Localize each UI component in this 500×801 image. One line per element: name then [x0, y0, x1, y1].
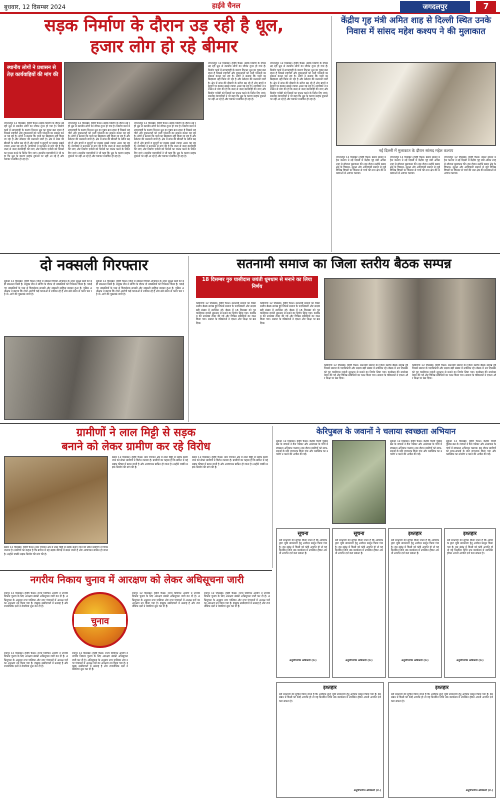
cm-story-body-col3: जगदलपुर 12 दिसम्बर। हाईवे चैनल। बस्तर सांसद महेश कश्यप ने नई दिल्ली में केंद्रीय गृह मंत्री अमित शाह से सौजन्य मुलाकात की। इस दौरान उन्होंने बस्तर क्षेत्र के विकास, सुरक्षा और आदिवासी समाज से जुड़े विभिन्न विषयों पर विस्तार से चर्चा की तथा क्षेत्र की समस्याओं से अवगत कराया। [444, 156, 496, 176]
notice-ad-4-title: इश्तहार [463, 531, 477, 537]
story2-body-col1: सुकमा 12 दिसम्बर। हाईवे चैनल। जिले में नक्सल विरोधी अभियान के तहत सुरक्षा बलों को बड़ी सफलता मिली है। संयुक्त टीम ने सर्चिंग के दौरान दो नक्सलियों को गिरफ्तार किया है। पकड़े गए नक्सलियों के पास से विस्फोटक सामग्री और नक्सली साहित्य बरामद हुआ है। पुलिस अधीक्षक ने बताया कि दोनों आरोपी कई घटनाओं में शामिल रहे हैं और लंबे समय से फरार चल रहे थे। आगे की पूछताछ जारी है। [4, 280, 92, 297]
cm-story-photo [336, 62, 496, 146]
notice-ad-3 [388, 528, 442, 678]
cm-story-body-col1: जगदलपुर 12 दिसम्बर। हाईवे चैनल। बस्तर सांसद महेश कश्यप ने नई दिल्ली में केंद्रीय गृह मंत्री अमित शाह से सौजन्य मुलाकात की। इस दौरान उन्होंने बस्तर क्षेत्र के विकास, सुरक्षा और आदिवासी समाज से जुड़े विभिन्न विषयों पर विस्तार से चर्चा की तथा क्षेत्र की समस्याओं से अवगत कराया। [336, 156, 386, 176]
story4-body-col3: बस्तर 12 दिसम्बर। हाईवे चैनल। ग्राम पंचायत क्षेत्र में लाल मिट्टी से सड़क बनाए जाने को लेकर ग्रामीणों ने विरोध जताया है। ग्रामीणों का कहना है कि बारिश में यह सड़क कीचड़ में बदल जाती है और आवागमन बाधित हो जाता है। उन्होंने पक्की सड़क निर्माण की मांग की है। [4, 546, 108, 556]
story6-body-col4: रायपुर 12 दिसम्बर। हाईवे चैनल। राज्य निर्वाचन आयोग ने नगरीय निकाय चुनाव के लिए आरक्षण संबंधी अधिसूचना जारी कर दी है। अधिसूचना के अनुसार नगर पालिका और नगर पंचायतों में अध्यक्ष पदों का आरक्षण तय किया गया है। इच्छुक उम्मीदवारों में उत्साह है और राजनीतिक दलों ने तैयारियां शुरू कर दी हैं। [204, 592, 270, 609]
story1-body-col1: जगदलपुर 12 दिसम्बर। हाईवे चैनल। सड़क निर्माण के दौरान उड़ रही धूल से स्थानीय लोगों का जीवन दूभर हो गया है। निर्माण कार्य में लापरवाही के कारण दिनभर धूल का गुबार बना रहता है जिससे राहगीरों और दुकानदारों को भारी परेशानी का सामना करना पड़ रहा है। लोगों ने बताया कि पानी का छिड़काव नहीं किया जा रहा है और ठेकेदार की मनमानी जारी है। क्षेत्र में सांस की बीमारी के मरीज बढ़ रहे हैं और बच्चों व बुजुर्गों पर इसका सबसे ज्यादा असर पड़ रहा है। नागरिकों ने प्रशासन से मांग की है कि जल्द से जल्द कार्यवाही की जाए और निर्माण एजेंसी को नियमों का पालन करने के निर्देश दिए जाएं। स्थानीय व्यापारियों ने भी कहा कि धूल के कारण ग्राहक दुकानों पर नहीं आ रहे हैं और व्यापार प्रभावित हो रहा है। [4, 122, 64, 162]
notice-ad-1-title: सूचना [297, 531, 309, 537]
notice-ad-2 [332, 528, 386, 678]
story6-body-col5: रायपुर 12 दिसम्बर। हाईवे चैनल। राज्य निर्वाचन आयोग ने नगरीय निकाय चुनाव के लिए आरक्षण संबंधी अधिसूचना जारी कर दी है। अधिसूचना के अनुसार नगर पालिका और नगर पंचायतों में अध्यक्ष पदों का आरक्षण तय किया गया है। इच्छुक उम्मीदवारों में उत्साह है और राजनीतिक दलों ने तैयारियां शुरू कर दी हैं। [72, 652, 128, 672]
story5-headline: केरिपुबल के जवानों ने चलाया स्वच्छता अभियान [316, 427, 456, 436]
story4-photo [4, 456, 108, 544]
story6-body-col2: रायपुर 12 दिसम्बर। हाईवे चैनल। राज्य निर्वाचन आयोग ने नगरीय निकाय चुनाव के लिए आरक्षण संबंधी अधिसूचना जारी कर दी है। अधिसूचना के अनुसार नगर पालिका और नगर पंचायतों में अध्यक्ष पदों का आरक्षण तय किया गया है। इच्छुक उम्मीदवारों में उत्साह है और राजनीतिक दलों ने तैयारियां शुरू कर दी हैं। [4, 652, 68, 669]
story2-photo [4, 336, 184, 420]
notice-ad-6 [388, 682, 496, 798]
page-number: 7 [476, 1, 496, 13]
story2-headline: दो नक्सली गिरफ्तार [39, 256, 149, 274]
story4-headline [4, 426, 268, 454]
notice-ad-6-title: इश्तहार [435, 685, 449, 691]
notice-ad-6-officer: अनुविभागीय अधिकारी (रा.) [465, 789, 493, 792]
story6-headline: नगरीय निकाय चुनाव में आरक्षण को लेकर अधिसूचना जारी [30, 575, 244, 586]
notice-ad-5-body: सर्व साधारण को सूचित किया जाता है कि आवेदक द्वारा भूमि नामांतरण हेतु आवेदन प्रस्तुत किया गया है। इस संबंध में किसी को कोई आपत्ति हो तो वह निर्धारित तिथि तक कार्यालय में उपस्थित होकर अपनी आपत्ति दर्ज करा सकता है। [279, 693, 381, 703]
story4-headline-line1: ग्रामीणों ने लाल मिट्टी से सड़क [76, 426, 196, 439]
story1-headline-line1: सड़क निर्माण के दौरान उड़ रही है धूल, [44, 16, 284, 36]
story5-body-col2: सुकमा 12 दिसम्बर। हाईवे चैनल। केंद्रीय रिजर्व पुलिस बल के जवानों ने कैंप परिसर और आसपास के गांवों में स्वच्छता अभियान चलाया। इस दौरान ग्रामीणों को साफ-सफाई के प्रति जागरूक किया गया और प्लास्टिक का उपयोग न करने की अपील की गई। [390, 440, 442, 457]
election-badge-text: चुनाव [74, 614, 126, 627]
story1-headline-line2: हजार लोग हो रहे बीमार [90, 37, 238, 57]
story3-body-col3: कोंडागांव 12 दिसम्बर। हाईवे चैनल। सतनामी समाज का जिला स्तरीय बैठक सम्पन्न हुई जिसमें समाज के पदाधिकारी और सदस्य बड़ी संख्या में उपस्थित रहे। बैठक में 18 दिसम्बर को गुरु घासीदास जयंती धूमधाम से मनाने का निर्णय लिया गया। कार्यक्रम की रूपरेखा तैयार की गई और विभिन्न समितियों का गठन किया गया। समाज के वरिष्ठजनों ने एकता और शिक्षा पर बल दिया। [324, 364, 408, 381]
story1-sidebar-title: स्थानीय लोगों ने प्रशासन से तेज़ कार्यवाहियों की मांग की [7, 65, 59, 78]
story1-body-col4: जगदलपुर 12 दिसम्बर। हाईवे चैनल। सड़क निर्माण के दौरान उड़ रही धूल से स्थानीय लोगों का जीवन दूभर हो गया है। निर्माण कार्य में लापरवाही के कारण दिनभर धूल का गुबार बना रहता है जिससे राहगीरों और दुकानदारों को भारी परेशानी का सामना करना पड़ रहा है। लोगों ने बताया कि पानी का छिड़काव नहीं किया जा रहा है और ठेकेदार की मनमानी जारी है। क्षेत्र में सांस की बीमारी के मरीज बढ़ रहे हैं और बच्चों व बुजुर्गों पर इसका सबसे ज्यादा असर पड़ रहा है। नागरिकों ने प्रशासन से मांग की है कि जल्द से जल्द कार्यवाही की जाए और निर्माण एजेंसी को नियमों का पालन करने के निर्देश दिए जाएं। स्थानीय व्यापारियों ने भी कहा कि धूल के कारण ग्राहक दुकानों पर नहीं आ रहे हैं और व्यापार प्रभावित हो रहा है। [208, 62, 266, 102]
story2-body-col2: सुकमा 12 दिसम्बर। हाईवे चैनल। जिले में नक्सल विरोधी अभियान के तहत सुरक्षा बलों को बड़ी सफलता मिली है। संयुक्त टीम ने सर्चिंग के दौरान दो नक्सलियों को गिरफ्तार किया है। पकड़े गए नक्सलियों के पास से विस्फोटक सामग्री और नक्सली साहित्य बरामद हुआ है। पुलिस अधीक्षक ने बताया कि दोनों आरोपी कई घटनाओं में शामिल रहे हैं और लंबे समय से फरार चल रहे थे। आगे की पूछताछ जारी है। [96, 280, 184, 297]
notice-ad-1 [276, 528, 330, 678]
story1-headline [4, 16, 324, 58]
story5-body-col3: सुकमा 12 दिसम्बर। हाईवे चैनल। केंद्रीय रिजर्व पुलिस बल के जवानों ने कैंप परिसर और आसपास के गांवों में स्वच्छता अभियान चलाया। इस दौरान ग्रामीणों को साफ-सफाई के प्रति जागरूक किया गया और प्लास्टिक का उपयोग न करने की अपील की गई। [446, 440, 496, 457]
story6-body-col1: रायपुर 12 दिसम्बर। हाईवे चैनल। राज्य निर्वाचन आयोग ने नगरीय निकाय चुनाव के लिए आरक्षण संबंधी अधिसूचना जारी कर दी है। अधिसूचना के अनुसार नगर पालिका और नगर पंचायतों में अध्यक्ष पदों का आरक्षण तय किया गया है। इच्छुक उम्मीदवारों में उत्साह है और राजनीतिक दलों ने तैयारियां शुरू कर दी हैं। [4, 592, 68, 609]
notice-ad-2-officer: अनुविभागीय अधिकारी (रा.) [345, 659, 373, 662]
paper-name: हाईवे चैनल [212, 2, 241, 10]
masthead-bar [0, 0, 500, 14]
story1-body-col3: जगदलपुर 12 दिसम्बर। हाईवे चैनल। सड़क निर्माण के दौरान उड़ रही धूल से स्थानीय लोगों का जीवन दूभर हो गया है। निर्माण कार्य में लापरवाही के कारण दिनभर धूल का गुबार बना रहता है जिससे राहगीरों और दुकानदारों को भारी परेशानी का सामना करना पड़ रहा है। लोगों ने बताया कि पानी का छिड़काव नहीं किया जा रहा है और ठेकेदार की मनमानी जारी है। क्षेत्र में सांस की बीमारी के मरीज बढ़ रहे हैं और बच्चों व बुजुर्गों पर इसका सबसे ज्यादा असर पड़ रहा है। नागरिकों ने प्रशासन से मांग की है कि जल्द से जल्द कार्यवाही की जाए और निर्माण एजेंसी को नियमों का पालन करने के निर्देश दिए जाएं। स्थानीय व्यापारियों ने भी कहा कि धूल के कारण ग्राहक दुकानों पर नहीं आ रहे हैं और व्यापार प्रभावित हो रहा है। [134, 122, 196, 158]
cm-story-body-col2: जगदलपुर 12 दिसम्बर। हाईवे चैनल। बस्तर सांसद महेश कश्यप ने नई दिल्ली में केंद्रीय गृह मंत्री अमित शाह से सौजन्य मुलाकात की। इस दौरान उन्होंने बस्तर क्षेत्र के विकास, सुरक्षा और आदिवासी समाज से जुड़े विभिन्न विषयों पर विस्तार से चर्चा की तथा क्षेत्र की समस्याओं से अवगत कराया। [390, 156, 440, 176]
notice-ad-2-title: सूचना [353, 531, 365, 537]
issue-date: बुधवार, 12 दिसम्बर 2024 [4, 4, 66, 11]
story1-sidebar [4, 62, 62, 118]
notice-ad-3-body: सर्व साधारण को सूचित किया जाता है कि आवेदक द्वारा भूमि नामांतरण हेतु आवेदन प्रस्तुत किया गया है। इस संबंध में किसी को कोई आपत्ति हो तो वह निर्धारित तिथि तक कार्यालय में उपस्थित होकर अपनी आपत्ति दर्ज करा सकता है। [391, 539, 439, 556]
story3-photo [324, 278, 496, 360]
notice-ad-5-title: इश्तहार [323, 685, 337, 691]
story5-photo [332, 440, 386, 524]
story1-body-col2: जगदलपुर 12 दिसम्बर। हाईवे चैनल। सड़क निर्माण के दौरान उड़ रही धूल से स्थानीय लोगों का जीवन दूभर हो गया है। निर्माण कार्य में लापरवाही के कारण दिनभर धूल का गुबार बना रहता है जिससे राहगीरों और दुकानदारों को भारी परेशानी का सामना करना पड़ रहा है। लोगों ने बताया कि पानी का छिड़काव नहीं किया जा रहा है और ठेकेदार की मनमानी जारी है। क्षेत्र में सांस की बीमारी के मरीज बढ़ रहे हैं और बच्चों व बुजुर्गों पर इसका सबसे ज्यादा असर पड़ रहा है। नागरिकों ने प्रशासन से मांग की है कि जल्द से जल्द कार्यवाही की जाए और निर्माण एजेंसी को नियमों का पालन करने के निर्देश दिए जाएं। स्थानीय व्यापारियों ने भी कहा कि धूल के कारण ग्राहक दुकानों पर नहीं आ रहे हैं और व्यापार प्रभावित हो रहा है। [68, 122, 130, 158]
notice-ad-3-title: इश्तहार [408, 531, 422, 537]
edition-city: जगदलपुर [400, 1, 470, 13]
story6-body-col3: रायपुर 12 दिसम्बर। हाईवे चैनल। राज्य निर्वाचन आयोग ने नगरीय निकाय चुनाव के लिए आरक्षण संबंधी अधिसूचना जारी कर दी है। अधिसूचना के अनुसार नगर पालिका और नगर पंचायतों में अध्यक्ष पदों का आरक्षण तय किया गया है। इच्छुक उम्मीदवारों में उत्साह है और राजनीतिक दलों ने तैयारियां शुरू कर दी हैं। [132, 592, 200, 609]
cm-story-caption: नई दिल्ली में मुलाकात के दौरान सांसद महेश कश्यप [378, 148, 454, 153]
story1-photo [64, 62, 204, 120]
story5-body-col1: सुकमा 12 दिसम्बर। हाईवे चैनल। केंद्रीय रिजर्व पुलिस बल के जवानों ने कैंप परिसर और आसपास के गांवों में स्वच्छता अभियान चलाया। इस दौरान ग्रामीणों को साफ-सफाई के प्रति जागरूक किया गया और प्लास्टिक का उपयोग न करने की अपील की गई। [276, 440, 328, 457]
story3-headline: सतनामी समाज का जिला स्तरीय बैठक सम्पन्न [236, 257, 452, 272]
story3-body-col1: कोंडागांव 12 दिसम्बर। हाईवे चैनल। सतनामी समाज का जिला स्तरीय बैठक सम्पन्न हुई जिसमें समाज के पदाधिकारी और सदस्य बड़ी संख्या में उपस्थित रहे। बैठक में 18 दिसम्बर को गुरु घासीदास जयंती धूमधाम से मनाने का निर्णय लिया गया। कार्यक्रम की रूपरेखा तैयार की गई और विभिन्न समितियों का गठन किया गया। समाज के वरिष्ठजनों ने एकता और शिक्षा पर बल दिया। [196, 302, 256, 325]
notice-ad-3-officer: अनुविभागीय अधिकारी (रा.) [401, 659, 429, 662]
notice-ad-6-body: सर्व साधारण को सूचित किया जाता है कि आवेदक द्वारा भूमि नामांतरण हेतु आवेदन प्रस्तुत किया गया है। इस संबंध में किसी को कोई आपत्ति हो तो वह निर्धारित तिथि तक कार्यालय में उपस्थित होकर अपनी आपत्ति दर्ज करा सकता है। [391, 693, 493, 703]
story4-body-col1: बस्तर 12 दिसम्बर। हाईवे चैनल। ग्राम पंचायत क्षेत्र में लाल मिट्टी से सड़क बनाए जाने को लेकर ग्रामीणों ने विरोध जताया है। ग्रामीणों का कहना है कि बारिश में यह सड़क कीचड़ में बदल जाती है और आवागमन बाधित हो जाता है। उन्होंने पक्की सड़क निर्माण की मांग की है। [112, 456, 188, 469]
notice-ad-4-officer: अनुविभागीय अधिकारी (रा.) [456, 659, 484, 662]
story1-body-col5: जगदलपुर 12 दिसम्बर। हाईवे चैनल। सड़क निर्माण के दौरान उड़ रही धूल से स्थानीय लोगों का जीवन दूभर हो गया है। निर्माण कार्य में लापरवाही के कारण दिनभर धूल का गुबार बना रहता है जिससे राहगीरों और दुकानदारों को भारी परेशानी का सामना करना पड़ रहा है। लोगों ने बताया कि पानी का छिड़काव नहीं किया जा रहा है और ठेकेदार की मनमानी जारी है। क्षेत्र में सांस की बीमारी के मरीज बढ़ रहे हैं और बच्चों व बुजुर्गों पर इसका सबसे ज्यादा असर पड़ रहा है। नागरिकों ने प्रशासन से मांग की है कि जल्द से जल्द कार्यवाही की जाए और निर्माण एजेंसी को नियमों का पालन करने के निर्देश दिए जाएं। स्थानीय व्यापारियों ने भी कहा कि धूल के कारण ग्राहक दुकानों पर नहीं आ रहे हैं और व्यापार प्रभावित हो रहा है। [270, 62, 328, 102]
notice-ad-2-body: सर्व साधारण को सूचित किया जाता है कि आवेदक द्वारा भूमि नामांतरण हेतु आवेदन प्रस्तुत किया गया है। इस संबंध में किसी को कोई आपत्ति हो तो वह निर्धारित तिथि तक कार्यालय में उपस्थित होकर अपनी आपत्ति दर्ज करा सकता है। [335, 539, 383, 556]
story3-body-col2: कोंडागांव 12 दिसम्बर। हाईवे चैनल। सतनामी समाज का जिला स्तरीय बैठक सम्पन्न हुई जिसमें समाज के पदाधिकारी और सदस्य बड़ी संख्या में उपस्थित रहे। बैठक में 18 दिसम्बर को गुरु घासीदास जयंती धूमधाम से मनाने का निर्णय लिया गया। कार्यक्रम की रूपरेखा तैयार की गई और विभिन्न समितियों का गठन किया गया। समाज के वरिष्ठजनों ने एकता और शिक्षा पर बल दिया। [260, 302, 320, 325]
story3-subhead: 18 दिसम्बर गुरु घासीदास जयंती धूमधाम से मनाने का लिया निर्णय [196, 276, 318, 298]
notice-ad-5-officer: अनुविभागीय अधिकारी (रा.) [353, 789, 381, 792]
cm-story-headline: केंद्रीय गृह मंत्री अमित शाह से दिल्ली स्थित उनके निवास में सांसद महेश कश्यप ने की मुलाकात [340, 16, 492, 37]
notice-ad-5 [276, 682, 384, 798]
story4-body-col2: बस्तर 12 दिसम्बर। हाईवे चैनल। ग्राम पंचायत क्षेत्र में लाल मिट्टी से सड़क बनाए जाने को लेकर ग्रामीणों ने विरोध जताया है। ग्रामीणों का कहना है कि बारिश में यह सड़क कीचड़ में बदल जाती है और आवागमन बाधित हो जाता है। उन्होंने पक्की सड़क निर्माण की मांग की है। [192, 456, 268, 469]
notice-ad-1-body: सर्व साधारण को सूचित किया जाता है कि आवेदक द्वारा भूमि नामांतरण हेतु आवेदन प्रस्तुत किया गया है। इस संबंध में किसी को कोई आपत्ति हो तो वह निर्धारित तिथि तक कार्यालय में उपस्थित होकर अपनी आपत्ति दर्ज करा सकता है। [279, 539, 327, 556]
notice-ad-4-body: सर्व साधारण को सूचित किया जाता है कि आवेदक द्वारा भूमि नामांतरण हेतु आवेदन प्रस्तुत किया गया है। इस संबंध में किसी को कोई आपत्ति हो तो वह निर्धारित तिथि तक कार्यालय में उपस्थित होकर अपनी आपत्ति दर्ज करा सकता है। [447, 539, 493, 556]
story4-headline-line2: बनाने को लेकर ग्रामीण कर रहे विरोध [61, 440, 211, 453]
notice-ad-1-officer: अनुविभागीय अधिकारी (रा.) [289, 659, 317, 662]
story3-body-col4: कोंडागांव 12 दिसम्बर। हाईवे चैनल। सतनामी समाज का जिला स्तरीय बैठक सम्पन्न हुई जिसमें समाज के पदाधिकारी और सदस्य बड़ी संख्या में उपस्थित रहे। बैठक में 18 दिसम्बर को गुरु घासीदास जयंती धूमधाम से मनाने का निर्णय लिया गया। कार्यक्रम की रूपरेखा तैयार की गई और विभिन्न समितियों का गठन किया गया। समाज के वरिष्ठजनों ने एकता और शिक्षा पर बल दिया। [412, 364, 496, 381]
election-graphic [72, 592, 128, 648]
notice-ad-4 [444, 528, 496, 678]
